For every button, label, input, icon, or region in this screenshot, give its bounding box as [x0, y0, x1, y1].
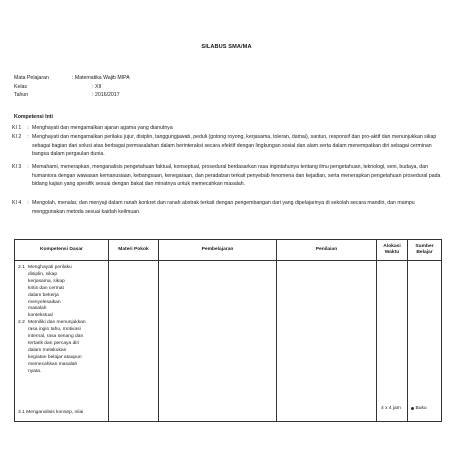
kd-3-1-text: 3.1 Menganalisis konsep, nilai	[18, 410, 84, 415]
ki-item	[12, 133, 442, 159]
kd-item	[18, 320, 106, 375]
ki-colon: :	[27, 125, 29, 131]
meta-row-tahun	[14, 91, 130, 100]
document-title: SILABUS SMA/MA	[201, 44, 252, 50]
kd-list	[18, 265, 106, 376]
ki-colon: :	[27, 164, 29, 170]
ki-text: Menghayati dan mengamalkan perilaku jujur, disiplin, tanggungjawab, peduli (gotong royong, kerjasama, toleran, damai), santun, responsif dan pro-aktif dan menunjukkan sikap sebagai bagian dari solusi atas berbagai permasalahan dalam berinteraksi secara efektif dengan lingkungan sosial dan alam serta dalam menempatkan diri sebagai cerminan bangsa dalam pergaulan dunia.	[32, 134, 437, 158]
cell-alokasi-waktu	[377, 261, 408, 422]
ki-text: Menghayati dan mengamalkan ajaran agama yang dianutnya	[32, 125, 173, 131]
kd-text: Menghayati perilaku disiplin, sikap kerjasama, sikap kritis dan cermat dalam bekerja menyelesaikan masalah kontekstual	[28, 265, 72, 319]
bullet-icon	[411, 407, 414, 410]
ki-colon: :	[27, 134, 29, 140]
meta-row-mapel	[14, 74, 130, 83]
ki-code: KI 4	[12, 200, 22, 206]
ki-item	[12, 199, 442, 216]
kd-item	[18, 265, 106, 320]
ki-item	[12, 124, 442, 133]
cell-kompetensi-dasar	[15, 261, 109, 422]
header-kompetensi-dasar: Kompetensi Dasar	[15, 240, 109, 261]
cell-sumber-belajar	[408, 261, 442, 422]
meta-value: : Matematika Wajib MIPA	[72, 75, 130, 81]
kd-text: Memiliki dan menunjukkan rasa ingin tahu, motivasi internal, rasa senang dan tertarik dan percaya diri dalam melakukan kegiatan belajar ataupun memecahkan masalah nyata.	[28, 320, 86, 374]
ki-item	[12, 163, 442, 189]
meta-label: Tahun	[14, 92, 29, 99]
kd-number: 2.2	[18, 320, 25, 326]
sumber-value: Buku	[415, 406, 427, 411]
ki-code: KI 2	[12, 134, 22, 140]
meta-label: Mata Pelajaran	[14, 75, 49, 81]
ki-colon: :	[27, 200, 29, 206]
table-header-row	[15, 240, 442, 261]
silabus-table	[14, 239, 442, 422]
header-alokasi-waktu: Alokasi Waktu	[377, 240, 408, 261]
header-materi-pokok: Materi Pokok	[109, 240, 159, 261]
meta-value: : XII	[72, 83, 102, 90]
header-sumber-belajar: Sumber Belajar	[408, 240, 442, 261]
sumber-item	[411, 406, 427, 411]
ki-code: KI 3	[12, 164, 22, 170]
metadata-block	[14, 74, 130, 100]
header-penilaian: Penilaian	[277, 240, 377, 261]
cell-pembelajaran	[159, 261, 277, 422]
meta-row-kelas	[14, 83, 130, 92]
ki-code: KI 1	[12, 125, 22, 131]
table-row	[15, 261, 442, 422]
ki-text: Mengolah, menalar, dan menyaji dalam ranah konkret dan ranah abstrak terkait dengan pengembangan dari yang dipelajarinya di sekolah secara mandiri, dan mampu menggunakan metoda sesuai kaidah keilmuan.	[32, 200, 415, 215]
meta-value: : 2016/2017	[72, 92, 120, 99]
alokasi-value: 4 x 4 jam	[381, 406, 401, 411]
cell-materi-pokok	[109, 261, 159, 422]
header-pembelajaran: Pembelajaran	[159, 240, 277, 261]
ki-text: Memahami, menerapkan, menganalisis pengetahuan faktual, konseptual, prosedural berdasarkan rasa ingintahunya tentang ilmu pengetahuan, teknologi, seni, budaya, dan humaniora dengan wawasan kemanusiaan, kebangsaan, kenegaraan, dan peradaban terkait penyebab fenomena dan kejadian, serta menerapkan pengetahuan prosedural pada bidang kajian yang spesifik sesuai dengan bakat dan minatnya untuk memecahkan masalah.	[32, 164, 441, 188]
kd-number: 2.1	[18, 265, 25, 270]
cell-penilaian	[277, 261, 377, 422]
meta-label: Kelas	[14, 83, 27, 90]
kompetensi-inti-heading: Kompetensi Inti	[14, 114, 53, 120]
